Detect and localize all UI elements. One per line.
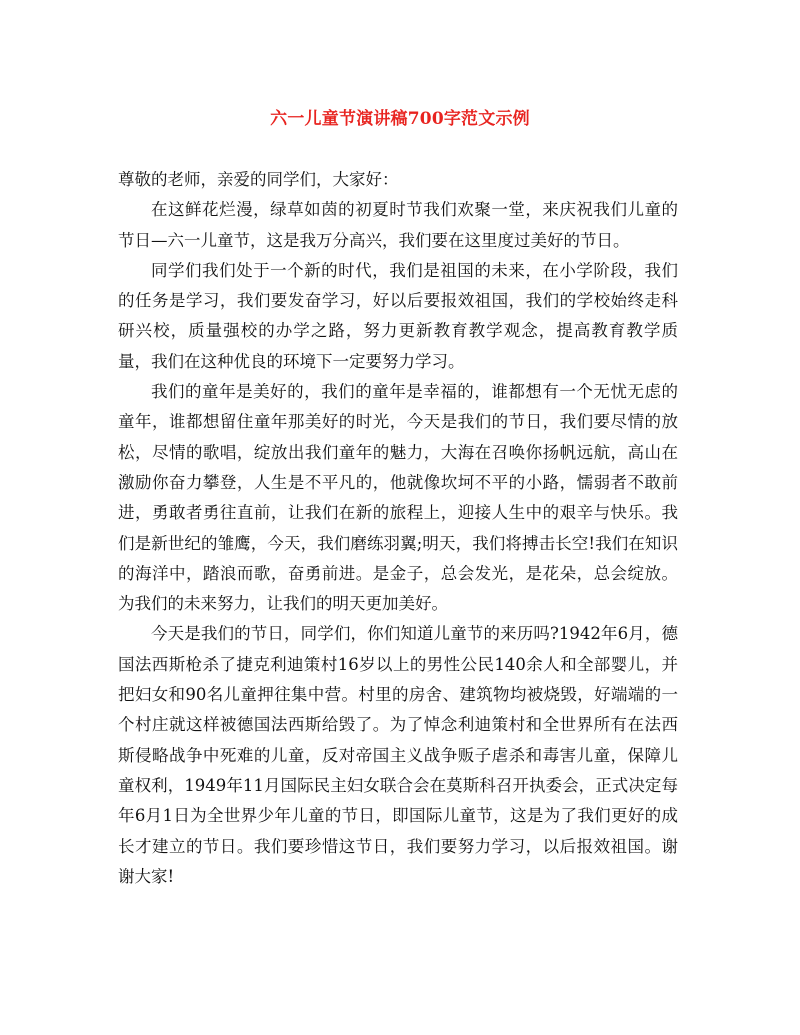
paragraph-3: 我们的童年是美好的，我们的童年是幸福的，谁都想有一个无忧无虑的童年，谁都想留住童年那美好的时光，今天是我们的节日，我们要尽情的放松，尽情的歌唱，绽放出我们童年的魅力，大海在召唤你扬帆远航，高山在激励你奋力攀登，人生是不平凡的，他就像坎坷不平的小路，懦弱者不敢前进，勇敢者勇往直前，让我们在新的旅程上，迎接人生中的艰辛与快乐。我们是新世纪的雏鹰，今天，我们磨练羽翼;明天，我们将搏击长空!我们在知识的海洋中，踏浪而歌，奋勇前进。是金子，总会发光，是花朵，总会绽放。为我们的未来努力，让我们的明天更加美好。: [118, 382, 678, 614]
paragraph-1: 在这鲜花烂漫，绿草如茵的初夏时节我们欢聚一堂，来庆祝我们儿童的节日—六一儿童节，这是我万分高兴，我们要在这里度过美好的节日。: [118, 200, 678, 250]
document-title: 六一儿童节演讲稿700字范文示例: [270, 109, 530, 129]
paragraph-2: 同学们我们处于一个新的时代，我们是祖国的未来，在小学阶段，我们的任务是学习，我们要发奋学习，好以后要报效祖国，我们的学校始终走科研兴校，质量强校的办学之路，努力更新教育教学观念，提高教育教学质量，我们在这种优良的环境下一定要努力学习。: [118, 260, 678, 371]
paragraph-4: 今天是我们的节日，同学们，你们知道儿童节的来历吗?1942年6月，德国法西斯枪杀了捷克利迪策村16岁以上的男性公民140余人和全部婴儿，并把妇女和90名儿童押往集中营。村里的房舍、建筑物均被烧毁，好端端的一个村庄就这样被德国法西斯给毁了。为了悼念利迪策村和全世界所有在法西斯侵略战争中死难的儿童，反对帝国主义战争贩子虐杀和毒害儿童，保障儿童权利，1949年11月国际民主妇女联合会在莫斯科召开执委会，正式决定每年6月1日为全世界少年儿童的节日，即国际儿童节，这是为了我们更好的成长才建立的节日。我们要珍惜这节日，我们要努力学习，以后报效祖国。谢谢大家!: [118, 624, 678, 886]
document-body: [118, 165, 678, 892]
greeting-line: 尊敬的老师，亲爱的同学们，大家好：: [118, 170, 399, 189]
